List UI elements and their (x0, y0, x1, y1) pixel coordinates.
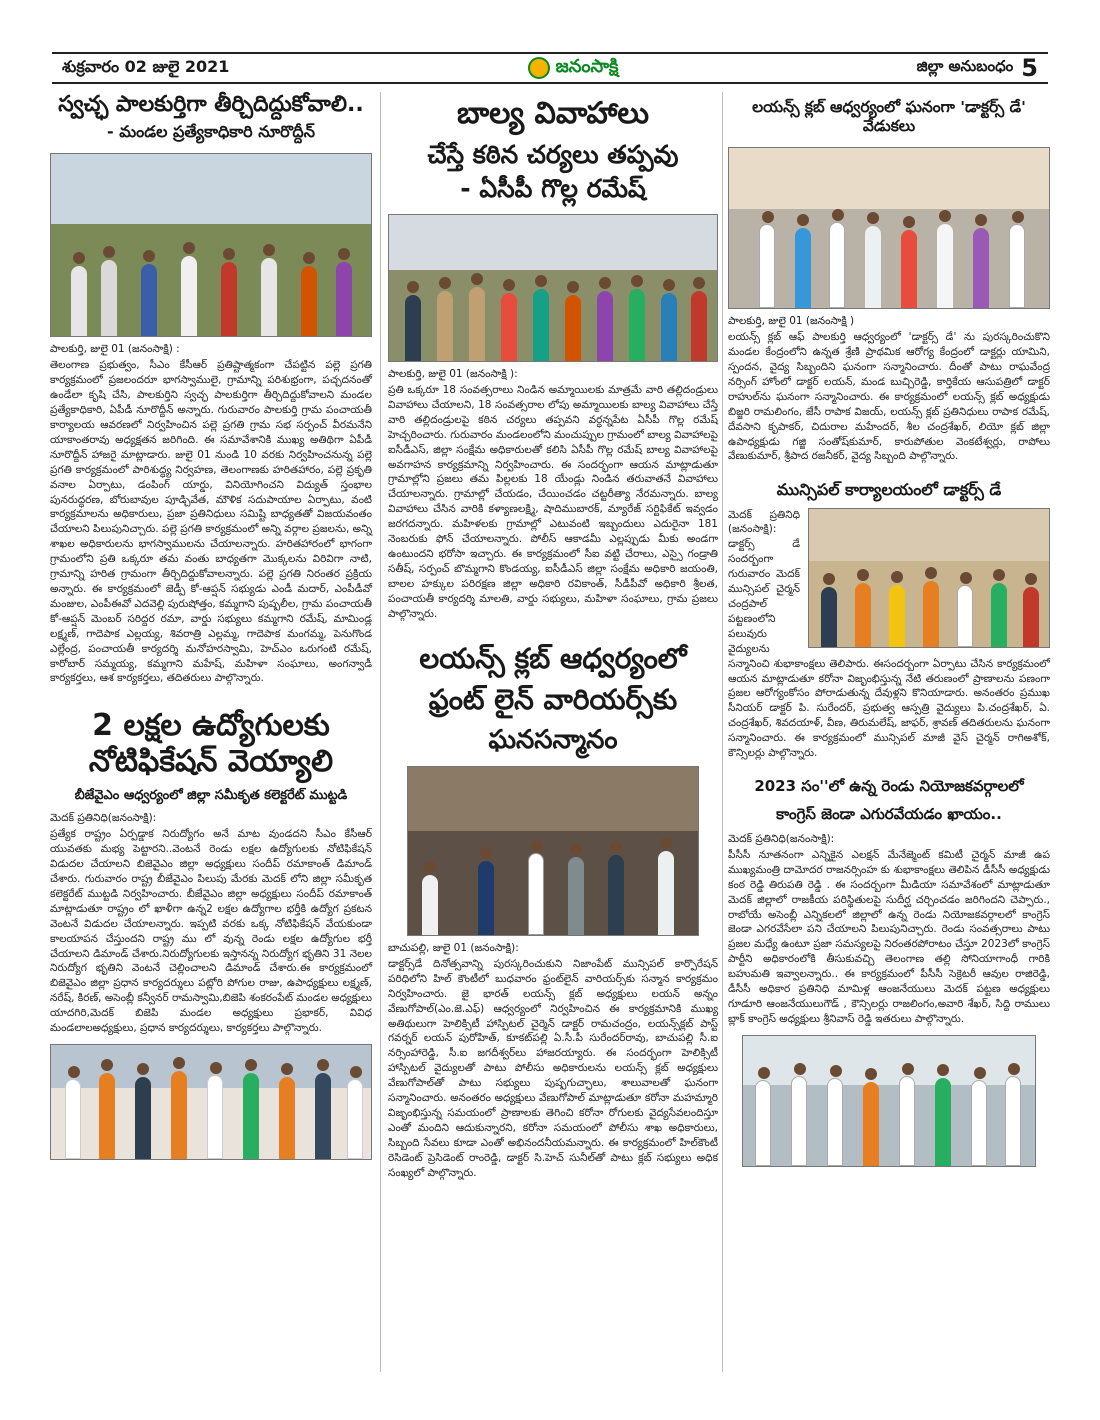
article-body: పీసీసీ నూతనంగా ఎన్నికైన ఎలక్షన్ మేనేజ్మెంట్ కమిటీ చైర్మన్ మాజీ ఉప ముఖ్యమంత్రి దామోదర రాజనర్సింహ కు శుభాకాంక్షలు తెలిపిన డీసీసీ అధ్యక్షుడు కంఠ రెడ్డి తిరుపతి రెడ్డి . ఈ సందర్బంగా మీడియా సమావేశంలో మాట్లాడుతూ మెదక్ జిల్లాలో రాజకీయ పరిస్థితులపై సుదీర్ఘ చర్చించడం జరిగిందని చెప్పారు., రాబోయే అసెంబ్లీ ఎన్నికలలో జిల్లాలో ఉన్న రెండు నియోజకవర్గాలలో కాంగ్రెస్ జెండా ఎగరవేసేలా పని చేయాలని పిలుపునిచ్చారు. రెండు సంవత్సరాలు పాటు ప్రజల మధ్యే ఉంటూ ప్రజా సమస్యలపై నిరంతరపోరాటం చేస్తూ 2023లో కాంగ్రెస్ పార్టీని అధికారంలోకి తీసుకువచ్చి తెలంగాణ తల్లి సోనియాగాంధీ గారికి బహుమతి ఇవ్వాలన్నారు.. ఈ కార్యక్రమంలో పీసీసీ సెక్రెటరీ ఆవుల రాజిరెడ్డి, డీసీసీ అధికార ప్రతినిధి మామిళ్ల ఆంజనేయులు మెదక్ పట్టణ అధ్యక్షులు గూడూరి ఆంజనేయులుగౌడ్ , కౌన్సిలర్లు రాజలింగం,అవారి శేఖర్, సిద్ది రాములు బ్లాక్ కాంగ్రెస్ అధ్యక్షులు శ్రీనివాస్ రెడ్డి ఇతరులు పాల్గొన్నారు. (728, 848, 1050, 1025)
article-lions-frontline (388, 642, 718, 1181)
article-headline: 2023 సం''లో ఉన్న రెండు నియోజకవర్గాలలో (754, 776, 1024, 795)
photo-municipal-doctors[interactable] (808, 508, 1050, 648)
article-jobs (50, 708, 372, 1160)
article-dateline: మెదక్ ప్రతినిధి(జనంసాక్షి): (50, 812, 157, 825)
article-municipal (728, 480, 1050, 761)
article-body: లయన్స్ క్లబ్ ఆఫ్ పాలకుర్తి ఆధ్వర్యంలో 'డాక్టర్స్ డే' ను పురస్కరించుకొని మండల కేంద్రంలోని ఉన్నత శ్రేణి ప్రాథమిక ఆరోగ్య కేంద్రంలో డాక్టర్లు యామిని, స్పందన, వైద్య సిబ్బందిని ఘనంగా సన్మానించారు. దీంతో పాటు రాఘవేంద్ర నర్సింగ్ హోంలో డాక్టర్ లయన్, మండ బుచ్చిరెడ్డి, కార్తికేయ ఆసుపత్రిలో డాక్టర్ రాహుల్‌ను ఘనంగా సన్మానించారు. ఈ కార్యక్రమంలో లయన్స్ క్లబ్ అధ్యక్షుడు బిజ్జరి రామలింగం, జేసీ రాపాక విజయ్, లయన్స్ క్లబ్ ప్రతినిధులు రాపాక రమేష్, దేవసాని కృపాకర్, చిదురాల మహేందర్, శీల చంద్రశేఖర్, లియో క్లబ్ జిల్లా ఉపాధ్యక్షుడు గజ్జి సంతోష్‌కుమార్, కారుపోతుల వెంకటేశ్వర్లు, రాపోలు వేణుకుమార్, శ్రీపాద రజనీకర్, వైద్య సిబ్బంది పాల్గొన్నారు. (728, 331, 1050, 463)
article-subhead: కాంగ్రెస్ జెండా ఎగురవేయడం ఖాయం.. (776, 804, 1002, 823)
column-left (50, 92, 372, 1160)
article-headline-line2: నోటిఫికేషన్ వెయ్యాలి (88, 744, 334, 780)
article-body: డాక్టర్స్‌డే దినోత్సవాన్ని పురస్కరించుకుని నిజాంపేట్ మున్సిపల్ కార్పొరేషన్ పరిధిలోని హిల్ కౌంటీలో బుధవారం ఫ్రంట్‌లైన్ వారియర్స్‌కు సన్మాన కార్యక్రమం నిర్వహించారు. జై భారత్ లయన్స్ క్లబ్ అధ్యక్షులు లయన్ అన్నం వేణుగోపాల్(ఎం.జె.ఎఫ్) ఆధ్వర్యంలో నిర్వహించిన ఈ కార్యక్రమానికి ముఖ్య అతిథులుగా హెలిక్సిటీ హాస్పిటల్ చైర్మెన్ డాక్టర్ రామచంద్రం, లయన్స్‌క్లబ్ పాస్ట్ గవర్నర్ లయన్ పురోహిత్, కూకట్‌పల్లి ఏ.సీ.పీ సురేందర్‌రావు, బాచుపల్లి సీ.ఐ నర్సింహారెడ్డి, సీ.ఐ జగదీశ్వర్‌లు హాజరయ్యారు. ఈ సందర్భంగా హెలిక్సిటీ హాస్పిటల్ వైద్యులతో పాటు పోలీసు అధికారులను లయన్స్ క్లబ్ అధ్యక్షులు వేణుగోపాల్‌తో పాటు సభ్యులు పుష్పగుచ్ఛాలు, శాలువాలతో ఘనంగా సన్మానించారు. అనంతరం అధ్యక్షులు వేణుగోపాల్ మాట్లాడుతూ కరోనా మహమ్మారి విజృంభిస్తున్న సమయంలో ప్రాణాలకు తెగించి కరోనా రోగులకు వైద్యసేవలందిస్తూ ఎంతో మందిని ఆదుకున్నారని, కరోనా సమయంలో పోలీసు శాఖ అధికారులు, సిబ్బంది సేవలు కూడా ఎంతో అభినందనీయమన్నారు. ఈ కార్యక్రమంలో హిల్‌కౌంటీ రెసిడెంట్ ప్రెసిడెంట్ రాంరెడ్డి, డాక్టర్ సి.హెచ్ సునీల్‌తో పాటు క్లబ్ సభ్యులు అధిక సంఖ్యలో పాల్గొన్నారు. (388, 957, 718, 1179)
article-dateline: మెదక్ ప్రతినిధి(జనంసాక్షి): (728, 832, 835, 845)
newspaper-logo[interactable] (528, 56, 619, 81)
logo-text: జనంసాక్షి (555, 55, 619, 77)
article-headline: లయన్స్ క్లబ్ ఆధ్వర్యంలో (419, 641, 687, 675)
column-right (728, 92, 1050, 1167)
article-body: తెలంగాణ ప్రభుత్వం, సీఎం కేసీఆర్ ప్రతిష్టాత్మకంగా చేపట్టిన పల్లె ప్రగతి కార్యక్రమంలో ప్రజలందరూ భాగస్వాములై, గ్రామాన్ని పరిశుభ్రంగా, పచ్చదనంతో ఉండేలా కృషి చేసి, పాలకుర్తిని స్వచ్ఛ పాలకుర్తిగా తీర్చిదిద్దుకోవాలని మండల ప్రత్యేకాధికారి, ఏపీడీ నూరొద్దీన్ అన్నారు. గురువారం పాలకుర్తి గ్రామ పంచాయతీ కార్యాలయ ఆవరణలో నిర్వహించిన పల్లె ప్రగతి గ్రామ సభ సర్పంచ్ వీరమనేని యాకాంతరావు అధ్యక్షతన జరిగింది. ఈ సమావేశానికి ముఖ్య అతిథిగా ఏపీడీ నూరొద్దీన్ హాజరై మాట్లాడారు. జులై 01 నుండి 10 వరకు నిర్వహించనున్న పల్లె ప్రగతి కార్యక్రమంలో పారిశుద్ధ్య నిర్వహణ, తెలంగాణకు హరితహారం, పల్లె ప్రకృతి వనాల ఏర్పాటు, డంపింగ్ యార్డు, వినియోగించని విద్యుత్ స్తంభాల పునరుద్ధరణ, బోరుబావుల పూడ్చివేత, మౌళిక సదుపాయాల ఏర్పాటు, వంటి కార్యక్రమాలను అధికారులు, ప్రజా ప్రతినిధులు సమిష్టి బాధ్యతతో విజయవంతం చేయాలని పిలుపునిచ్చారు. పల్లె ప్రగతి కార్యక్రమంలో అన్ని వర్గాల ప్రజలను, అన్ని శాఖల అధికారులను భాగస్వాములను చేయాలన్నారు. హరితహారంలో భాగంగా గ్రామంలోని ప్రతి ఒక్కరూ తమ వంతు బాధ్యతగా మొక్కలను విరివిగా నాటి, గ్రామాన్ని హరిత గ్రామంగా తీర్చిదిద్దుకోవాలన్నారు. పల్లె ప్రగతి నిరంతర ప్రక్రియ అన్నారు. ఈ కార్యక్రమంలో జెడ్పీ కో-ఆప్షన్ సభ్యుడు ఎండీ మదార్, ఎంపీడీవో మంజుల, ఎంపీఈవో ఎదవెల్లి పురుషోత్తం, కమ్మగాని పుష్పలీల, గ్రామ పంచాయతీ కో-ఆప్షన్ మెంబర్ సరిద్దర రమా, వార్డు సభ్యులు కమ్మగాని రమేష్, మామిండ్ల లక్ష్మణ్, గాదెపాక ఎల్లయ్య, శివరాత్రి ఎల్లమ్మ, గాదెపాక మంగమ్మ, పెనుగొండ ఎల్లేంద్ర, పంచాయతీ కార్యదర్శి మనోహరస్వామి, హెచ్ఎం ఒరుగంటి రమేష్, కారోబార్ సమ్మయ్య, కమ్మగాని మహేష్, మహిళా సంఘాలు, అంగన్వాడీ కార్యకర్తలు, ఆశ కార్యకర్తలు, తదితరులు పాల్గొన్నారు. (50, 359, 372, 685)
article-headline-line3: - ఏసీపీ గొల్ల రమేష్ (460, 174, 646, 203)
article-headline-line2: చేస్తే కఠిన చర్యలు తప్పవు (427, 140, 679, 169)
article-headline: బాల్య వివాహాలు (456, 96, 650, 131)
article-dateline: పాలకుర్తి, జులై 01 (జనంసాక్షి) : (50, 343, 180, 356)
logo-emblem-icon (528, 57, 550, 79)
column-divider (380, 92, 381, 1372)
article-lions-doctors (728, 98, 1050, 464)
photo-awareness-meeting[interactable] (388, 214, 718, 362)
article-headline: 2 లక్షల ఉద్యోగులకు (92, 708, 330, 744)
section-name: జిల్లా అనుబంధం (916, 57, 1014, 75)
article-headline: మున్సిపల్ కార్యాలయంలో డాక్టర్స్ డే (776, 480, 1002, 500)
section-label (917, 54, 1038, 82)
page-number: 5 (1021, 54, 1038, 82)
article-child-marriage (388, 96, 718, 622)
article-subhead: - మండల ప్రత్యేకాధికారి నూరొద్దీన్ (107, 122, 315, 142)
article-dateline: బాచుపల్లి, జులై 01 (జనంసాక్షి): (388, 941, 519, 954)
article-dateline: పాలకుర్తి, జులై 01 (జనంసాక్షి ) (728, 315, 855, 328)
article-body: ప్రత్యేక రాష్ట్రం ఏర్పడ్డాక నిరుద్యోగం అనే మాట వుండదని సీఎం కేసీఆర్ యువతకు మభ్య పెట్టారని..వెంటనే రెండు లక్షల ఉద్యోగులకు నోటిఫికేషన్ విడుదల చేయాలని బిజెవైఎం జిల్లా అధ్యక్షులు సందీప్ రమాకాంత్ డిమాండ్ చేశారు. గురువారం రాష్ట్ర బీజేవైఎం పిలుపు మేరకు మెదక్ లోని జిల్లా సమీకృత కలెక్టరేట్ ముట్టడి నిర్వహించారు. బీజేవైఎం జిల్లా అధ్యక్షులు సందీప్ రమాకాంత్ మాట్లాడుతూ రాష్ట్రం లో ఖాళీగా ఉన్న2 లక్షల ఉద్యోగాల భర్తీకి ఉద్యోగ ప్రకటన వెంటనే విడుదల చేయాలన్నారు. ఇప్పటి వరకు ఒక్క నోటిఫికేషన్ వేయకుండా కాలయాపన చేస్తుందని రాష్ట్ర ము లో వున్న రెండు లక్షల ఉద్యోగుల భర్తీ చేయాలని డిమాండ్ చేశారు.నిరుద్యోగులకు ఇస్తానన్న నిరుద్యోగ భృతిని 31 నెలల నిరుద్యోగ భృతిని వెంటనే చెల్లించాలని డిమాండ్ చేశారు.ఈ కార్యక్రమంలో బిజెవైఎం జిల్లా ప్రధాన కార్యదర్శులు పట్లోరి పోగుల రాజు, ఉపాధ్యక్షులు లక్ష్మణ్, నరేష్, కిరణ్, అసెంబ్లీ కన్వీనర్ రామస్వామి,బిజెపి శంకరంపేట్ మండల అధ్యక్షులు యాదగిరి,మెదక్ బిజెపి మండల అధ్యక్షులు ప్రభాకర్, వివిధ మండలాలఅధ్యక్షులు, ప్రధాన కార్యదర్శులు, కార్యకర్తలు పాల్గొన్నారు. (50, 828, 372, 1035)
article-congress (728, 777, 1050, 1167)
column-middle (388, 92, 718, 1180)
article-body: సన్మానించి శుభాకాంక్షలు తెలిపారు. ఈసందర్బంగా ఏర్పాటు చేసిన కార్యక్రమంలో ఆయన మాట్లాడుతూ కరోనా విజృంభిస్తున్న నేటి తరుణంలో ప్రాణాలను పణంగా ప్రజల ఆరోగ్యంకోసం పోరాడుతున్న దేవుళ్లని కొనియాడారు. అనంతరం ప్రముఖ సీనియర్ డాక్టర్ పి. సురేందర్, ప్రభుత్వ ఆస్పత్రి వైద్యులు పి.చంద్రశేఖర్, ఏ. చంద్రశేఖర్, శివదయాళ్, వీణ, తిరుమలేష్, జాఫర్, శ్రావణ్ తదితరులను ఘనంగా సన్మానించారు. ఈ కార్యక్రమంలో మున్సిపల్ మాజీ వైస్ చైర్మన్ రాగిఅశోక్, కౌన్సిలర్లు పాల్గొన్నారు. (728, 657, 1050, 760)
article-headline: లయన్స్ క్లబ్ ఆధ్వర్యంలో ఘనంగా 'డాక్టర్స్ డే' వేడుకలు (752, 98, 1026, 135)
article-headline-line3: ఘనసన్మానం (488, 724, 618, 755)
article-subhead: బీజేవైఎం ఆధ్వర్యంలో జిల్లా సమీకృత కలెక్టరేట్ ముట్టడి (74, 788, 348, 804)
photo-lions-felicitation[interactable] (407, 766, 699, 936)
article-swachh (50, 92, 372, 686)
photo-congress-leaders[interactable] (742, 1035, 1036, 1167)
issue-date: శుక్రవారం 02 జులై 2021 (62, 56, 230, 76)
article-dateline: పాలకుర్తి, జులై 01 (జనంసాక్షి ): (388, 368, 518, 380)
photo-village-meeting[interactable] (50, 153, 372, 337)
photo-bjym-protest[interactable] (50, 1044, 372, 1160)
masthead (52, 52, 1048, 84)
article-body-lead: మెదక్ ప్రతినిధి (జనంసాక్షి): డాక్టర్స్ డే సందర్బంగా గురువారం మెదక్ మున్సిపల్ చైర్మన్ చంద్రపాల్ పట్టణంలోని పలువురు వైద్యులను (728, 508, 800, 655)
article-headline-line2: ఫ్రంట్ లైన్ వారియర్స్‌కు (428, 683, 678, 717)
column-divider (722, 92, 723, 1372)
article-headline: స్వచ్ఛ పాలకుర్తిగా తీర్చిదిద్దుకోవాలి.. (58, 92, 364, 117)
article-body: ప్రతి ఒక్కరూ 18 సంవత్సరాలు నిండిన అమ్మాయిలకు మాత్రమే వారి తల్లిదండ్రులు వివాహాలు చేయాలని, 18 సంవత్సరాల లోపు అమ్మాయిలకు బాల్య వివాహాలు చేస్తే వారి తల్లిదండ్రులపై కఠిన చర్యలు తప్పవని వర్ధన్నపేట ఏసీపీ గొల్ల రమేష్ హెచ్చరించారు. గురువారం మండలంలోని మంచుప్పుల గ్రామంలో బాల్య వివాహాలపై ఐసీడీఎస్, జిల్లా సంక్షేమ అధికారులతో కలిసి ఏసీపీ గొల్ల రమేష్ బాల్య వివాహాలపై అవగాహన కార్యక్రమాన్ని నిర్వహించారు. ఈ సందర్భంగా ఆయన మాట్లాడుతూ గ్రామాల్లోని ప్రజలు తమ పిల్లలకు 18 యేండ్లు నిండిన తరువాతనే వివాహాలు చేయాలన్నారు. గ్రామాల్లో చేయడం, చేయించడం చట్టరీత్యా నేరమన్నారు. బాల్య వివాహాలు చేసిన వారికి కళ్యాణలక్ష్మి, షాదిముబారక్, మ్యారేజ్ సర్టిఫికేట్ ఇవ్వడం జరగదన్నారు. మహిళలకు గ్రామాల్లో ఎటువంటి ఇబ్బందులు ఎదురైనా 181 నెంబరుకు ఫోన్ చేయాలన్నారు. పోలీస్ ఆకాడమీ ఎల్లప్పుడు మీకు అండగా ఉంటుందని భరోసా ఇచ్చారు. ఈ కార్యక్రమంలో సీఐ వట్టి చేరాలు, ఎస్సై గండ్రాతి సతీష్, సర్పంచ్ బొమ్మగాని కొండయ్య, ఐసీడీఎస్ జిల్లా సంక్షేమ అధికారి జయంతి, బాలల హక్కుల పరిరక్షణ జిల్లా అధికారి రవికాంత్, సీడీపీవో అధికారి శ్రీలత, పంచాయతీ కార్యదర్శి మాలతి, వార్డు సభ్యులు, మహిళా సంఘాలు, గ్రామ ప్రజలు పాల్గొన్నారు. (388, 384, 718, 620)
photo-doctors-day-phc[interactable] (728, 147, 1050, 309)
